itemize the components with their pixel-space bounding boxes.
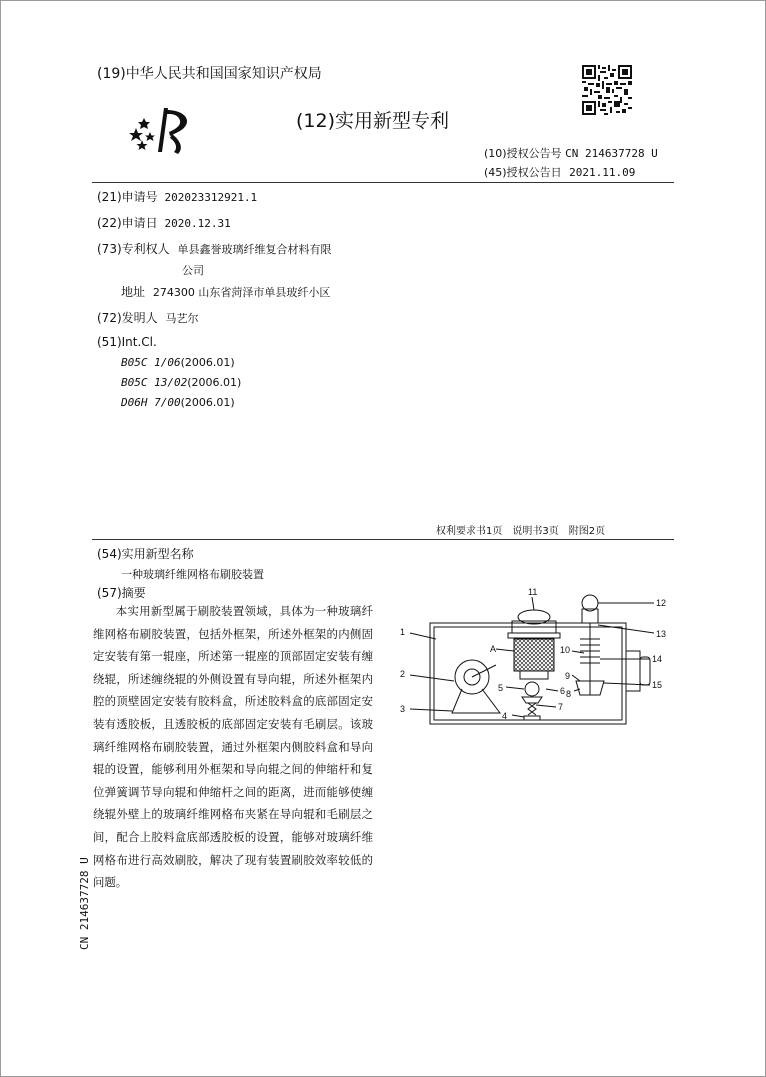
ipc-code: B05C 1/06 bbox=[121, 356, 181, 369]
ipc-version: (2006.01) bbox=[180, 396, 235, 409]
figure-label: 2 bbox=[400, 669, 406, 679]
abstract-body bbox=[93, 600, 373, 894]
guide-roller bbox=[525, 682, 539, 696]
application-number: 202023312921.1 bbox=[164, 191, 258, 204]
document-type-title: (12)实用新型专利 bbox=[296, 110, 450, 132]
figure-label: 15 bbox=[652, 680, 663, 690]
figure-label: 4 bbox=[502, 711, 508, 721]
application-date-label: (22)申请日 bbox=[97, 216, 158, 230]
figure-label: 8 bbox=[566, 689, 572, 699]
intcl-label: (51)Int.Cl. bbox=[97, 335, 157, 349]
leader-line bbox=[604, 683, 650, 685]
figure-label: 12 bbox=[656, 598, 667, 608]
guide-roller-seat bbox=[522, 697, 542, 703]
leader-line bbox=[410, 675, 454, 681]
leader-line bbox=[512, 715, 524, 717]
pages-summary: 权利要求书1页 说明书3页 附图2页 bbox=[436, 526, 606, 537]
glue-box-cap bbox=[518, 610, 550, 624]
ipc-code: D06H 7/00 bbox=[121, 396, 181, 409]
roller-seat bbox=[452, 689, 500, 713]
leader-line bbox=[532, 597, 534, 610]
figure-label: 5 bbox=[498, 683, 504, 693]
patent-office-name: (19)中华人民共和国国家知识产权局 bbox=[97, 66, 322, 82]
ipc-version: (2006.01) bbox=[187, 376, 242, 389]
abstract-text: 本实用新型属于刷胶装置领域，具体为一种玻璃纤维网格布刷胶装置，包括外框架，所述外框架的内侧固定安装有第一辊座，所述第一辊座的顶部固定安装有缠绕辊，所述缠绕辊的外侧设置有导向辊，所述外框架内腔的顶壁固定安装有胶料盒，所述胶料盒的底部固定安装有透胶板，且透胶板的底部固定安装有毛刷层。该玻璃纤维网格布刷胶装置，通过外框架内侧胶料盒和导向辊的设置，能够利用外框架和导向辊之间的伸缩杆和复位弹簧调节导向辊和伸缩杆之间的距离，进而能够使缠绕辊外壁上的玻璃纤维网格布夹紧在导向辊和毛刷层之间，配合上胶料盒底部透胶板的设置，能够对玻璃纤维网格布进行高效刷胶，解决了现有装置刷胶效率较低的问题。 bbox=[93, 604, 373, 890]
application-number-label: (21)申请号 bbox=[97, 190, 158, 204]
qr-code bbox=[582, 65, 632, 115]
utility-model-title: 一种玻璃纤维网格布刷胶装置 bbox=[121, 568, 264, 581]
second-roller-seat bbox=[524, 716, 540, 720]
leader-line bbox=[536, 705, 556, 707]
figure-label: 3 bbox=[400, 704, 406, 714]
ipc-code: B05C 13/02 bbox=[121, 376, 188, 389]
utility-model-title-label: (54)实用新型名称 bbox=[97, 547, 194, 561]
cnipa-logo bbox=[128, 104, 202, 158]
leader-line bbox=[572, 675, 580, 681]
side-handle bbox=[626, 651, 640, 691]
glue-plate bbox=[508, 633, 560, 638]
reset-spring bbox=[528, 703, 536, 715]
patentee-name-cont: 公司 bbox=[182, 264, 204, 277]
brush-base bbox=[520, 671, 548, 679]
grant-number-label: (10)授权公告号 bbox=[484, 147, 562, 160]
application-date: 2020.12.31 bbox=[164, 217, 231, 230]
address-label: 地址 bbox=[121, 285, 146, 299]
brush-layer bbox=[514, 639, 554, 671]
figure-label: 1 bbox=[400, 627, 406, 637]
leader-line bbox=[496, 649, 514, 651]
device-figure bbox=[396, 585, 676, 735]
inventor: 马艺尔 bbox=[165, 312, 199, 325]
patentee-name: 单县鑫誉玻璃纤维复合材料有限 bbox=[177, 243, 332, 256]
figure-label: A bbox=[490, 644, 497, 654]
figure-label: 13 bbox=[656, 629, 667, 639]
side-publication-number: CN 214637728 U bbox=[78, 857, 91, 950]
summary-divider bbox=[92, 539, 674, 540]
leader-line bbox=[506, 687, 524, 689]
figure-label: 7 bbox=[558, 702, 564, 712]
leader-line bbox=[546, 689, 558, 691]
grant-date: 2021.11.09 bbox=[569, 166, 636, 179]
header-divider bbox=[92, 182, 674, 183]
figure-label: 14 bbox=[652, 654, 663, 664]
inventor-label: (72)发明人 bbox=[97, 311, 158, 325]
grant-number: CN 214637728 U bbox=[565, 147, 658, 160]
figure-label: 10 bbox=[560, 645, 571, 655]
address: 274300 山东省菏泽市单县玻纤小区 bbox=[152, 286, 331, 299]
leader-line bbox=[410, 633, 436, 639]
figure-label: 6 bbox=[560, 686, 566, 696]
patentee-label: (73)专利权人 bbox=[97, 242, 170, 256]
abstract-label: (57)摘要 bbox=[97, 586, 146, 600]
leader-line bbox=[410, 709, 452, 711]
ipc-version: (2006.01) bbox=[180, 356, 235, 369]
side-handle-grip bbox=[640, 657, 650, 685]
figure-label: 9 bbox=[565, 671, 571, 681]
figure-label: 11 bbox=[528, 587, 538, 597]
grant-date-label: (45)授权公告日 bbox=[484, 166, 562, 179]
